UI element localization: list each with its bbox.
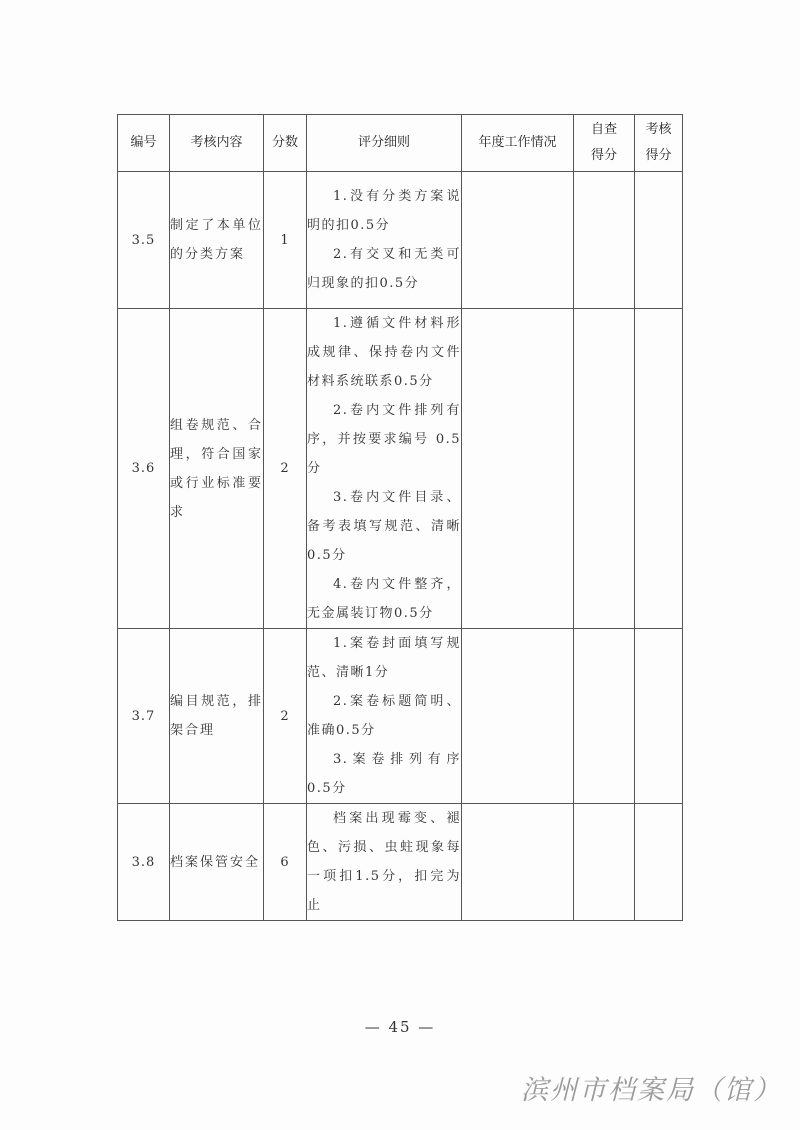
row-no: 3.7	[118, 629, 170, 804]
row-no: 3.6	[118, 309, 170, 629]
header-annual: 年度工作情况	[462, 115, 574, 172]
assessment-table	[117, 114, 683, 921]
header-assess-score-line1: 考核	[645, 122, 672, 137]
rule-item: 2.卷内文件排列有序，并按要求编号 0.5分	[307, 403, 461, 476]
row-content: 组卷规范、合理，符合国家或行业标准要求	[170, 309, 264, 629]
table-row	[118, 629, 683, 804]
annual-cell	[462, 804, 574, 921]
row-rules	[307, 804, 462, 921]
annual-cell	[462, 172, 574, 309]
header-self-score-line1: 自查	[590, 122, 617, 137]
row-rules	[307, 309, 462, 629]
rule-item: 2.有交叉和无类可归现象的扣0.5分	[307, 247, 461, 291]
rule-item: 3.卷内文件目录、备考表填写规范、清晰0.5分	[307, 490, 461, 563]
self-score-cell	[574, 804, 635, 921]
row-content: 档案保管安全	[170, 804, 264, 921]
row-score: 2	[264, 629, 307, 804]
table-row	[118, 172, 683, 309]
annual-cell	[462, 629, 574, 804]
row-no: 3.8	[118, 804, 170, 921]
row-content: 制定了本单位的分类方案	[170, 172, 264, 309]
rule-item: 1.没有分类方案说明的扣0.5分	[307, 189, 461, 233]
self-score-cell	[574, 172, 635, 309]
rule-item: 1.案卷封面填写规范、清晰1分	[307, 636, 461, 680]
row-score: 2	[264, 309, 307, 629]
self-score-cell	[574, 629, 635, 804]
header-rules: 评分细则	[307, 115, 462, 172]
self-score-cell	[574, 309, 635, 629]
header-assess-score	[635, 115, 683, 172]
header-self-score	[574, 115, 635, 172]
header-no: 编号	[118, 115, 170, 172]
header-score: 分数	[264, 115, 307, 172]
row-score: 6	[264, 804, 307, 921]
rule-item: 4.卷内文件整齐，无金属装订物0.5分	[307, 577, 461, 621]
row-score: 1	[264, 172, 307, 309]
table-header-row	[118, 115, 683, 172]
row-rules	[307, 629, 462, 804]
rule-item: 1.遵循文件材料形成规律、保持卷内文件材料系统联系0.5分	[307, 316, 461, 389]
assess-score-cell	[635, 629, 683, 804]
rule-item: 档案出现霉变、褪色、污损、虫蛀现象每一项扣1.5分，扣完为止	[307, 811, 461, 913]
table-row	[118, 309, 683, 629]
watermark-text: 滨州市档案局（馆）	[521, 1075, 782, 1106]
assess-score-cell	[635, 804, 683, 921]
rule-item: 3.案卷排列有序 0.5分	[307, 752, 461, 796]
annual-cell	[462, 309, 574, 629]
header-self-score-line2: 得分	[590, 148, 617, 163]
header-assess-score-line2: 得分	[645, 148, 672, 163]
page-number: — 45 —	[364, 1018, 436, 1036]
header-content: 考核内容	[170, 115, 264, 172]
rule-item: 2.案卷标题简明、准确0.5分	[307, 694, 461, 738]
row-content: 编目规范，排架合理	[170, 629, 264, 804]
assess-score-cell	[635, 309, 683, 629]
table-row	[118, 804, 683, 921]
assess-score-cell	[635, 172, 683, 309]
row-no: 3.5	[118, 172, 170, 309]
row-rules	[307, 172, 462, 309]
